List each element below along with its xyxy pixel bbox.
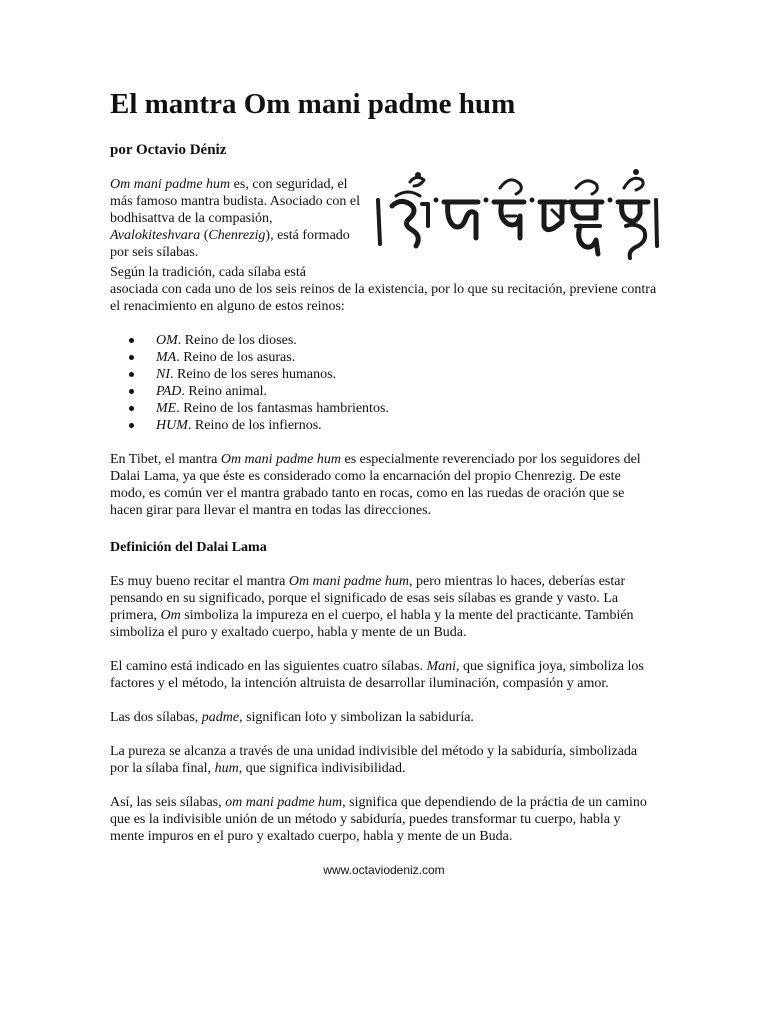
p3-padme: padme xyxy=(201,710,240,725)
dalai-paragraph-1 xyxy=(110,573,658,641)
intro-term: Om mani padme hum xyxy=(110,177,231,192)
list-item xyxy=(156,417,658,434)
intro-text-part1: es, con seguridad, el más famoso mantra budista. Asociado con el bodhisattva de la compasión, xyxy=(110,177,360,226)
p5-text-b: , significa que dependiendo de la práctia de un camino que es la indivisible unión de un método y sabiduría, puedes transformar tu cuerpo, habla y mente impuros en el puro y exaltado cuerpo, habla y mente de un Buda. xyxy=(110,795,647,844)
realm-text: . Reino animal. xyxy=(181,384,267,399)
bullet-icon xyxy=(129,389,134,394)
bullet-icon xyxy=(129,406,134,411)
tibet-text-part1: En Tibet, el mantra xyxy=(110,452,221,467)
bullet-icon xyxy=(129,338,134,343)
p4-text-b: , que significa indivisibilidad. xyxy=(238,761,406,776)
realm-text: . Reino de los dioses. xyxy=(177,333,297,348)
p1-text-b: , pero mientras lo haces, deberías estar pensando en su significado, porque el significado de esas seis sílabas es grande y vasto. La primera, xyxy=(110,574,626,623)
intro-paragraph xyxy=(110,176,362,261)
realm-text: . Reino de los asuras. xyxy=(176,350,296,365)
p2-text-a: El camino está indicado en las siguientes cuatro sílabas. xyxy=(110,659,427,674)
syllable-label: HUM xyxy=(156,418,188,433)
tibet-paragraph xyxy=(110,451,658,519)
dalai-paragraph-5 xyxy=(110,794,658,845)
intro-text-part2: ), está formado por seis sílabas. xyxy=(110,228,350,260)
list-item xyxy=(156,400,658,417)
list-item xyxy=(156,332,658,349)
p4-hum: hum xyxy=(214,761,239,776)
bullet-icon xyxy=(129,355,134,360)
p4-text-a: La pureza se alcanza a través de una unidad indivisible del método y la sabiduría, simbolizada por la sílaba final, xyxy=(110,744,638,776)
dalai-paragraph-2 xyxy=(110,658,658,692)
syllable-label: NI xyxy=(156,367,170,382)
tibet-term: Om mani padme hum xyxy=(220,452,341,467)
intro-text xyxy=(110,176,362,261)
tradition-rest: asociada con cada uno de los seis reinos de la existencia, por lo que su recitación, previene contra el renacimiento en alguno de estos reinos: xyxy=(110,282,657,314)
list-item xyxy=(156,383,658,400)
tibetan-mantra-calligraphy-icon xyxy=(370,166,666,266)
p3-text-b: , significan loto y simbolizan la sabiduría. xyxy=(239,710,474,725)
list-item xyxy=(156,349,658,366)
syllable-label: PAD xyxy=(156,384,182,399)
bullet-icon xyxy=(129,423,134,428)
p1-text-a: Es muy bueno recitar el mantra xyxy=(110,574,289,589)
footer-website: www.octaviodeniz.com xyxy=(323,863,445,877)
tradition-paragraph xyxy=(110,264,658,315)
p1-om: Om xyxy=(160,608,181,623)
bullet-icon xyxy=(129,372,134,377)
intro-block xyxy=(110,176,658,264)
p1-text-c: simboliza la impureza en el cuerpo, el habla y la mente del practicante. También simboliza el puro y exaltado cuerpo, habla y mente de un Buda. xyxy=(110,608,634,640)
syllable-label: MA xyxy=(156,350,177,365)
p2-mani: Mani xyxy=(426,659,457,674)
intro-chenrezig: Chenrezig xyxy=(208,228,266,243)
realm-text: . Reino de los seres humanos. xyxy=(170,367,337,382)
document-body xyxy=(110,86,658,878)
p3-text-a: Las dos sílabas, xyxy=(110,710,202,725)
intro-paren: ( xyxy=(200,228,209,243)
realm-text: . Reino de los infiernos. xyxy=(187,418,322,433)
realm-text: . Reino de los fantasmas hambrientos. xyxy=(176,401,389,416)
tradition-line1: Según la tradición, cada sílaba está xyxy=(110,265,306,280)
list-item xyxy=(156,366,658,383)
syllable-label: OM xyxy=(156,333,178,348)
tibetan-mantra-image xyxy=(370,166,666,266)
realms-list xyxy=(110,332,658,434)
dalai-paragraph-3 xyxy=(110,709,658,726)
intro-avalokiteshvara: Avalokiteshvara xyxy=(110,228,201,243)
p5-text-a: Así, las seis sílabas, xyxy=(110,795,226,810)
section-heading: Definición del Dalai Lama xyxy=(110,540,267,555)
p5-term: om mani padme hum xyxy=(225,795,343,810)
dalai-paragraph-4 xyxy=(110,743,658,777)
page-title: El mantra Om mani padme hum xyxy=(110,88,516,120)
p2-text-b: , que significa joya, simboliza los factores y el método, la intención altruista de desarrollar iluminación, compasión y amor. xyxy=(110,659,644,691)
tibet-text-part2: es especialmente reverenciado por los seguidores del Dalai Lama, ya que éste es considerado como la encarnación del propio Chenrezig. De este modo, es común ver el mantra grabado tanto en rocas, como en las ruedas de oración que se hacen girar para llevar el mantra en todas las direcciones. xyxy=(110,452,641,518)
syllable-label: ME xyxy=(156,401,177,416)
author-byline: por Octavio Déniz xyxy=(110,142,227,158)
p1-term: Om mani padme hum xyxy=(288,574,409,589)
